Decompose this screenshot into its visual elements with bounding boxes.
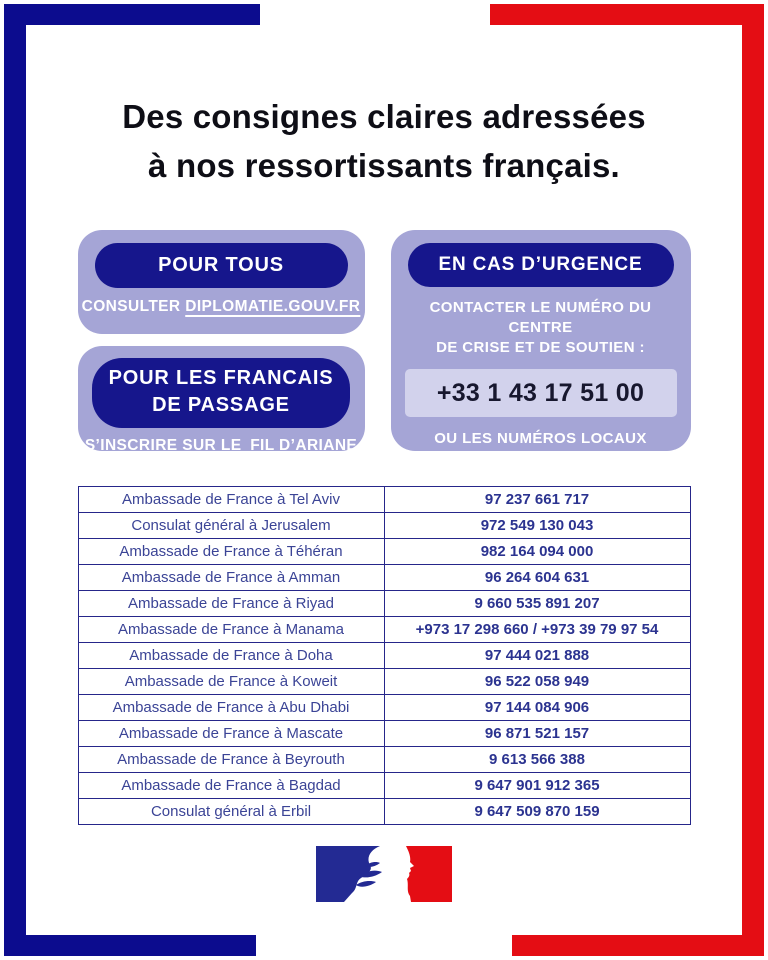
table-row — [78, 487, 690, 513]
francais-de-passage-body — [82, 437, 361, 455]
embassy-phone-cell: 972 549 130 043 — [384, 513, 690, 539]
emergency-phone-number: +33 1 43 17 51 00 — [405, 369, 677, 417]
embassy-name-cell: Ambassade de France à Téhéran — [78, 539, 384, 565]
left-cards-column — [78, 230, 365, 454]
table-row — [78, 721, 690, 747]
card-en-cas-d-urgence — [391, 230, 691, 467]
embassy-name-cell: Ambassade de France à Abu Dhabi — [78, 695, 384, 721]
table-row — [78, 565, 690, 591]
embassy-phone-cell: 9 647 509 870 159 — [384, 799, 690, 825]
table-row — [78, 773, 690, 799]
footer-logo-area — [78, 846, 691, 907]
page-title — [78, 0, 691, 190]
embassy-name-cell: Ambassade de France à Manama — [78, 617, 384, 643]
pour-tous-heading-pill: POUR TOUS — [95, 243, 348, 288]
embassy-name-cell: Ambassade de France à Doha — [78, 643, 384, 669]
embassy-phone-cell: 97 444 021 888 — [384, 643, 690, 669]
table-row — [78, 539, 690, 565]
embassy-name-cell: Ambassade de France à Bagdad — [78, 773, 384, 799]
pour-tous-body-text: CONSULTER — [81, 298, 186, 315]
frame-blue-bottom-bar — [4, 935, 256, 956]
table-row — [78, 747, 690, 773]
poster-content — [78, 0, 691, 907]
table-row — [78, 513, 690, 539]
table-row — [78, 695, 690, 721]
fil-d-ariane-link[interactable]: FIL D’ARIANE — [250, 437, 358, 454]
embassy-phone-cell: +973 17 298 660 / +973 39 79 97 54 — [384, 617, 690, 643]
info-cards — [78, 230, 691, 467]
embassy-name-cell: Ambassade de France à Beyrouth — [78, 747, 384, 773]
frame-red-bottom-bar — [512, 935, 764, 956]
page-title-line-1: Des consignes claires adressées — [122, 98, 646, 135]
francais-de-passage-heading-line-1: POUR LES FRANCAIS — [108, 367, 334, 389]
urgence-footer-line-1: OU LES NUMÉROS LOCAUX — [434, 430, 647, 447]
embassy-name-cell: Consulat général à Jerusalem — [78, 513, 384, 539]
urgence-footer-line-2: CI-JOINTS — [501, 450, 580, 467]
diplomatie-gouv-fr-link[interactable]: DIPLOMATIE.GOUV.FR — [185, 298, 361, 315]
urgence-instruction — [397, 298, 685, 358]
embassy-phone-cell: 9 647 901 912 365 — [384, 773, 690, 799]
card-francais-de-passage — [78, 346, 365, 454]
table-row — [78, 799, 690, 825]
urgence-heading-pill: EN CAS D’URGENCE — [408, 243, 674, 287]
embassy-phone-cell: 96 522 058 949 — [384, 669, 690, 695]
francais-de-passage-heading-line-2: DE PASSAGE — [152, 394, 290, 416]
embassy-phone-cell: 982 164 094 000 — [384, 539, 690, 565]
embassy-phone-cell: 97 144 084 906 — [384, 695, 690, 721]
urgence-instruction-line-1: CONTACTER LE NUMÉRO DU CENTRE — [429, 299, 652, 336]
embassy-contacts-table-body — [78, 487, 690, 825]
embassy-name-cell: Ambassade de France à Riyad — [78, 591, 384, 617]
urgence-instruction-line-2: DE CRISE ET DE SOUTIEN : — [436, 339, 645, 356]
embassy-name-cell: Consulat général à Erbil — [78, 799, 384, 825]
table-row — [78, 643, 690, 669]
pour-tous-body — [82, 298, 361, 316]
table-row — [78, 617, 690, 643]
embassy-phone-cell: 9 660 535 891 207 — [384, 591, 690, 617]
table-row — [78, 591, 690, 617]
francais-de-passage-heading-pill — [92, 358, 350, 428]
embassy-name-cell: Ambassade de France à Koweit — [78, 669, 384, 695]
embassy-phone-cell: 97 237 661 717 — [384, 487, 690, 513]
embassy-contacts-table — [78, 486, 691, 825]
embassy-name-cell: Ambassade de France à Mascate — [78, 721, 384, 747]
embassy-name-cell: Ambassade de France à Tel Aviv — [78, 487, 384, 513]
table-row — [78, 669, 690, 695]
urgence-footer — [397, 429, 685, 469]
embassy-phone-cell: 96 871 521 157 — [384, 721, 690, 747]
francais-de-passage-body-text: S’INSCRIRE SUR LE — [84, 437, 247, 454]
frame-blue-left-bar — [4, 4, 26, 956]
frame-red-right-bar — [742, 4, 764, 956]
embassy-name-cell: Ambassade de France à Amman — [78, 565, 384, 591]
page-title-line-2: à nos ressortissants français. — [148, 147, 620, 184]
embassy-phone-cell: 9 613 566 388 — [384, 747, 690, 773]
french-republic-marianne-logo-icon — [316, 846, 452, 902]
card-pour-tous — [78, 230, 365, 334]
embassy-phone-cell: 96 264 604 631 — [384, 565, 690, 591]
